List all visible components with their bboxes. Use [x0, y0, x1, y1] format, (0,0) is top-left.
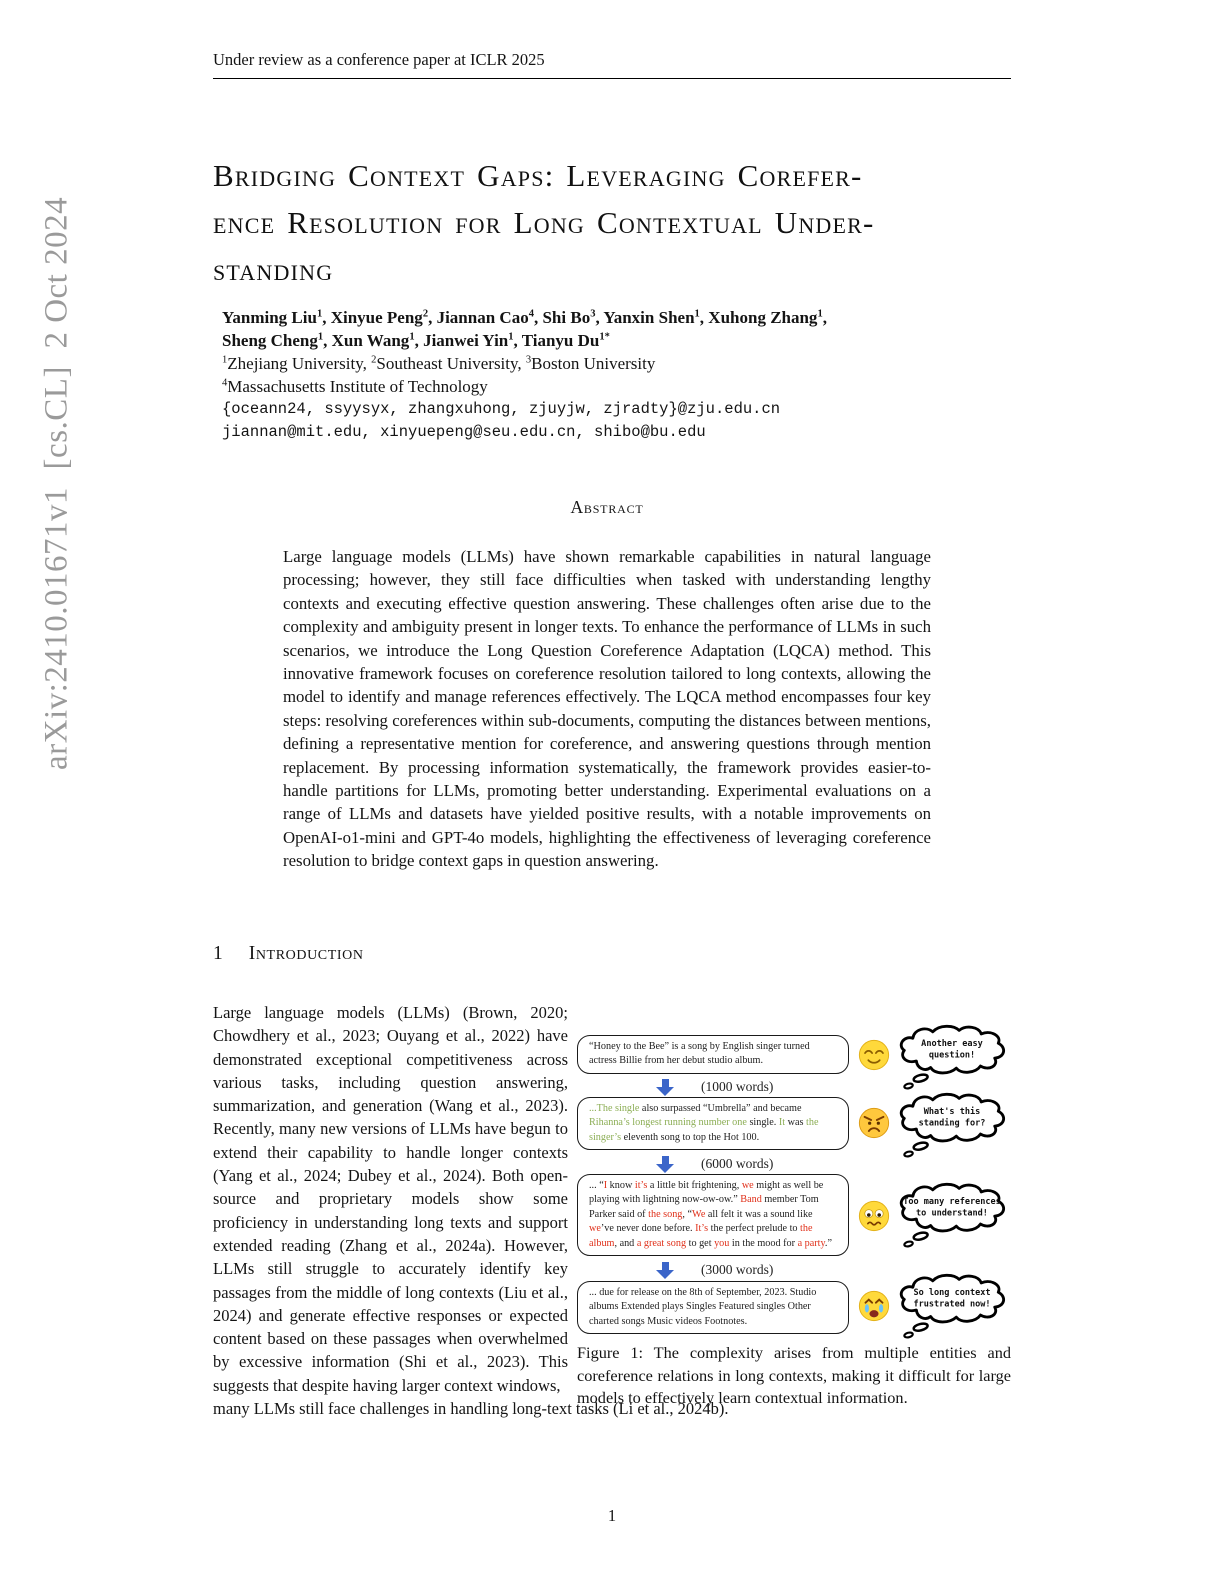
section-title: Introduction — [248, 943, 364, 964]
figure-box-red-coref: ... “I know it’s a little bit frightening, we might as well be playing with lightning now-ow-ow.” Band member Tom Parker said of the song, “We all felt it was a sound like we’ve never done before. It’s the perfect prelude to the album, and a great song to get you in the mood for a party.” — [577, 1174, 849, 1256]
review-header — [213, 50, 1011, 79]
bubble-text-line: Too many references — [903, 1197, 1001, 1208]
figure-arrow-row — [655, 1155, 773, 1173]
figure-arrow-row — [655, 1261, 773, 1279]
title-line: standing — [213, 252, 334, 287]
worried-emoji-icon — [857, 1199, 891, 1233]
abstract-heading: Abstract — [570, 497, 644, 517]
word-count-label: (1000 words) — [701, 1079, 774, 1094]
angry-emoji-icon — [857, 1106, 891, 1140]
affiliation-line: $^4$Massachusetts Institute of Technology — [222, 377, 488, 396]
figure-box-green-coref: ...The single also surpassed “Umbrella” and became Rihanna’s longest running number one single. It was the singer’s eleventh song to top the Hot 100. — [577, 1097, 849, 1150]
down-arrow-icon — [655, 1156, 675, 1173]
word-count-label: (3000 words) — [701, 1262, 774, 1277]
bubble-text-line: standing for? — [918, 1118, 986, 1129]
section-number: 1 — [213, 943, 223, 964]
email-line: {oceann24, ssyysyx, zhangxuhong, zjuyjw, zjradty}@zju.edu.cn — [222, 400, 781, 418]
intro-overflow-line: many LLMs still face challenges in handling long-text tasks (Li et al., 2024b). — [213, 1399, 729, 1419]
abstract-text: Large language models (LLMs) have shown remarkable capabilities in natural language processing; however, they still face difficulties when tasked with understanding lengthy contexts and executing effective question answering. These challenges often arise due to the complexity and ambiguity present in longer texts. To enhance the performance of LLMs in such scenarios, we introduce the Long Question Coreference Adaptation (LQCA) method. This innovative framework focuses on coreference resolution tailored to long contexts, allowing the model to identify and manage references effectively. The LQCA method encompasses four key steps: resolving coreferences within sub-documents, computing the distances between mentions, defining a representative mention for coreference, and answering questions through mention replacement. By processing information systematically, the framework provides easier-to-handle partitions for LLMs, promoting better understanding. Experimental evaluations on a range of LLMs and datasets have yielded positive results, with a notable improvements on OpenAI-o1-mini and GPT-4o models, highlighting the effectiveness of leveraging coreference resolution to bridge context gaps in question answering. — [283, 547, 931, 871]
thought-bubble — [895, 1024, 1009, 1092]
relieved-emoji-icon — [857, 1038, 891, 1072]
figure-arrow-row — [655, 1078, 773, 1096]
title-line: Bridging Context Gaps: Leveraging Corefer- — [213, 158, 863, 193]
bubble-text-line: Another easy — [921, 1039, 983, 1050]
down-arrow-icon — [655, 1262, 675, 1279]
affiliation-line: $^1$Zhejiang University, $^2$Southeast University, $^3$Boston University — [222, 354, 656, 373]
review-note: Under review as a conference paper at ICLR 2025 — [213, 50, 545, 69]
bubble-text-line: to understand! — [916, 1208, 988, 1219]
author-names-line: Sheng Cheng$^1$, Xun Wang$^1$, Jianwei Yin$^1$, Tianyu $Du^{1*}$ — [222, 331, 610, 350]
down-arrow-icon — [655, 1079, 675, 1096]
bubble-text-line: What's this — [923, 1107, 981, 1118]
paper-title — [213, 152, 1023, 293]
crying-emoji-icon — [857, 1289, 891, 1323]
thought-bubble — [895, 1092, 1009, 1160]
bubble-text-line: So long context — [913, 1288, 991, 1299]
thought-bubble — [895, 1182, 1009, 1250]
author-names-line: Yanming Liu$^1$, Xinyue Peng$^2$, Jiannan Cao$^4$, Shi Bo$^3$, Yanxin Shen$^1$, Xuhong Zhang$^1$, — [222, 308, 827, 327]
page-number: 1 — [607, 1506, 617, 1525]
authors-block — [222, 306, 1012, 444]
figure-box-question: “Honey to the Bee” is a song by English singer turned actress Billie from her debut studio album. — [577, 1035, 849, 1074]
bubble-text-line: frustrated now! — [913, 1299, 991, 1310]
paper-page: Under review as a conference paper at ICLR 2025 arXiv:2410.01671v1 [cs.CL] 2 Oct 2024 Bridging Context Gaps: Leveraging Corefer- ence Resolution for Long Contextual Under- standing Yanming Liu$^1$, Xinyue Peng$^2$, Jiannan Cao$^4$, Shi Bo$^3$, Yanxin Shen$^1$, Xuhong Zhang$^1$, Sheng Cheng$^1$, Xun Wang$^1$, Jianwei Yin$^1$, Tianyu $Du^{1*}$ $^1$Zhejiang University, $^2$Southeast University, $^3$Boston University $^4$Massachusetts Institute of Technology {oceann24, ssyysyx, zhangxuhong, zjuyjw, zjradty}@zju.edu.cn jiannan@mit.edu, xinyuepeng@seu.edu.cn, shibo@bu.edu Abstract Large language models (LLMs) have shown remarkable capabilities in natural language processing; however, they still face difficulties when tasked with understanding lengthy contexts and executing effective question answering. These challenges often arise due to the complexity and ambiguity present in longer texts. To enhance the performance of LLMs in such scenarios, we introduce the Long Question Coreference Adaptation (LQCA) method. This innovative framework focuses on coreference resolution tailored to long contexts, allowing the model to identify and manage references effectively. The LQCA method encompasses four key steps: resolving coreferences within sub-documents, computing the distances between mentions, defining a representative mention for coreference, and answering questions through mention replacement. By processing information systematically, the framework provides easier-to-handle partitions for LLMs, promoting better understanding. Experimental evaluations on a range of LLMs and datasets have yielded positive results, with a notable improvements on OpenAI-o1-mini and GPT-4o models, highlighting the effectiveness of leveraging coreference resolution to bridge context gaps in question answering. 1 Introduction Large language models (LLMs) (Brown, 2020; Chowdhery et al., 2023; Ouyang et al., 2022) have demonstrated exceptional competitiveness across various tasks, including question answering, summarization, and generation (Wang et al., 2023). Recently, many new versions of LLMs have begun to extend their capability to handle longer contexts (Yang et al., 2024; Dubey et al., 2024). Both open-source and proprietary models show some proficiency in understanding long texts and support extended reading (Zhang et al., 2024a). However, LLMs still struggle to accurately identify key passages from the middle of long contexts (Liu et al., 2024) and generate effective responses or expected content based on these passages when overwhelmed by excessive information (Shi et al., 2023). This suggests that despite having larger context windows, many LLMs still face challenges in handling long-text tasks (Li et al., 2024b). “Honey to the Bee” is a song by English singer turned actress Billie from her debut studio album. (1000 words) ...The single also surpassed “Umbrella” and became Rihanna’s longest running number one single. It was the singer’s eleventh song to top the Hot 100. (6000 words) ... “I know it’s a little bit frightening, we might as well be playing with lightning now-ow-ow.” Band member Tom Parker said of the song, “We all felt it was a sound like we’ve never done before. It’s the perfect prelude to the album, and a great song to get you in the mood for a party.” (3000 words) ... due for release on the 8th of September, 2023. Studio albums Extended plays Singles Featured singles Other charted songs Music videos Footnotes. Another easy question! What's this standing for? Too many references to understand! So long context frustrated now! Figure 1: The complexity arises from multiple entities and coreference relations in long contexts, making it difficult for large models to effectively learn contextual information. 1 — [0, 0, 1224, 1584]
email-line: jiannan@mit.edu, xinyuepeng@seu.edu.cn, shibo@bu.edu — [222, 423, 706, 441]
section-heading — [213, 943, 364, 965]
bubble-text-line: question! — [928, 1050, 976, 1061]
intro-paragraph: Large language models (LLMs) (Brown, 2020; Chowdhery et al., 2023; Ouyang et al., 2022) have demonstrated exceptional competitiveness across various tasks, including question answering, summarization, and generation (Wang et al., 2023). Recently, many new versions of LLMs have begun to extend their capability to handle longer contexts (Yang et al., 2024; Dubey et al., 2024). Both open-source and proprietary models show some proficiency in understanding long texts and support extended reading (Zhang et al., 2024a). However, LLMs still struggle to accurately identify key passages from the middle of long contexts (Liu et al., 2024) and generate effective responses or expected content based on these passages when overwhelmed by excessive information (Shi et al., 2023). This suggests that despite having larger context windows, — [213, 1003, 568, 1395]
word-count-label: (6000 words) — [701, 1156, 774, 1171]
figure-1 — [577, 1030, 1011, 1342]
thought-bubble — [895, 1273, 1009, 1341]
figure-box-footer-text: ... due for release on the 8th of September, 2023. Studio albums Extended plays Singles Featured singles Other charted songs Music videos Footnotes. — [577, 1281, 849, 1334]
figure-caption: Figure 1: The complexity arises from multiple entities and coreference relations in long contexts, making it difficult for large models to effectively learn contextual information. — [577, 1343, 1011, 1407]
title-line: ence Resolution for Long Contextual Under- — [213, 205, 875, 240]
